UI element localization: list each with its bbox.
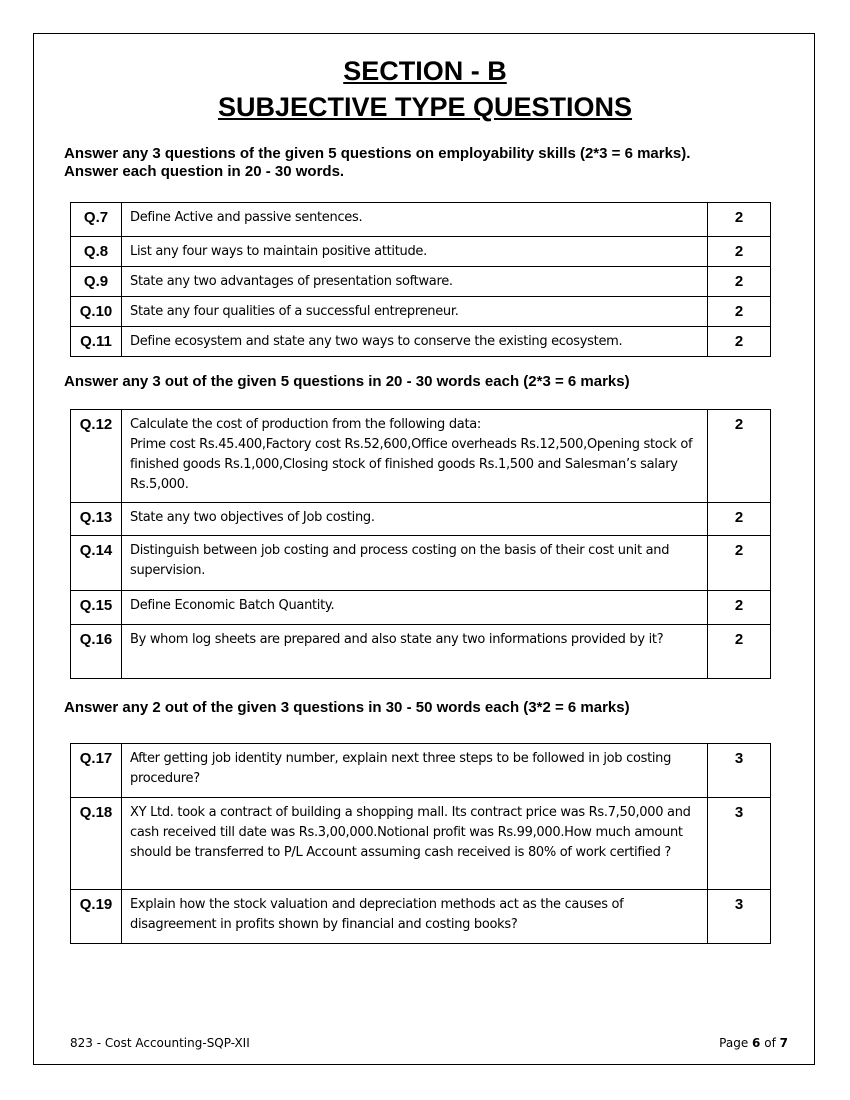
question-row	[71, 267, 771, 297]
question-marks: 2	[708, 267, 771, 297]
question-text: Distinguish between job costing and process costing on the basis of their cost unit and supervision.	[122, 536, 708, 591]
question-row	[71, 237, 771, 267]
question-number: Q.8	[71, 237, 122, 267]
question-text-data: Prime cost Rs.45.400,Factory cost Rs.52,600,Office overheads Rs.12,500,Opening stock of finished goods Rs.1,000,Closing stock of finished goods Rs.1,500 and Salesman’s salary Rs.5,000.	[130, 437, 693, 492]
question-text: Define Economic Batch Quantity.	[122, 591, 708, 625]
footer-page-number	[719, 1036, 788, 1050]
question-marks: 2	[708, 591, 771, 625]
question-row	[71, 410, 771, 503]
footer-document-code: 823 - Cost Accounting-SQP-XII	[70, 1036, 250, 1050]
group3-instruction: Answer any 2 out of the given 3 questions in 30 - 50 words each (3*2 = 6 marks)	[64, 699, 630, 716]
footer-page-label: Page	[719, 1036, 749, 1050]
question-row	[71, 591, 771, 625]
question-row	[71, 297, 771, 327]
question-marks: 2	[708, 503, 771, 536]
question-text: List any four ways to maintain positive attitude.	[122, 237, 708, 267]
group2-instruction: Answer any 3 out of the given 5 questions in 20 - 30 words each (2*3 = 6 marks)	[64, 373, 630, 390]
group1-instruction-line2: Answer each question in 20 - 30 words.	[64, 163, 345, 180]
group1-instruction-line1: Answer any 3 questions of the given 5 questions on employability skills (2*3 = 6 marks).	[64, 145, 691, 162]
question-row	[71, 798, 771, 890]
question-marks: 3	[708, 744, 771, 798]
question-row	[71, 203, 771, 237]
group2-question-table	[70, 409, 771, 679]
footer-page-total: 7	[779, 1036, 788, 1050]
question-number: Q.14	[71, 536, 122, 591]
question-number: Q.7	[71, 203, 122, 237]
footer-of-label: of	[764, 1036, 776, 1050]
question-number: Q.17	[71, 744, 122, 798]
question-row	[71, 890, 771, 944]
question-row	[71, 744, 771, 798]
section-title: SECTION - B	[343, 56, 507, 86]
question-text: Define ecosystem and state any two ways to conserve the existing ecosystem.	[122, 327, 708, 357]
question-marks: 2	[708, 536, 771, 591]
page-subtitle: SUBJECTIVE TYPE QUESTIONS	[217, 92, 633, 122]
question-text	[122, 410, 708, 503]
question-marks: 2	[708, 297, 771, 327]
question-number: Q.19	[71, 890, 122, 944]
question-marks: 3	[708, 798, 771, 890]
question-marks: 2	[708, 203, 771, 237]
group1-instruction	[64, 145, 804, 181]
question-number: Q.13	[71, 503, 122, 536]
footer-page-current: 6	[752, 1036, 761, 1050]
question-number: Q.18	[71, 798, 122, 890]
question-row	[71, 327, 771, 357]
question-text: Explain how the stock valuation and depreciation methods act as the causes of disagreement in profits shown by financial and costing books?	[122, 890, 708, 944]
question-row	[71, 503, 771, 536]
question-number: Q.16	[71, 625, 122, 679]
question-number: Q.12	[71, 410, 122, 503]
question-number: Q.9	[71, 267, 122, 297]
group1-question-table	[70, 202, 771, 357]
question-text: State any two objectives of Job costing.	[122, 503, 708, 536]
question-number: Q.11	[71, 327, 122, 357]
question-text: XY Ltd. took a contract of building a shopping mall. Its contract price was Rs.7,50,000 and cash received till date was Rs.3,00,000.Notional profit was Rs.99,000.How much amount should be transferred to P/L Account assuming cash received is 80% of work certified ?	[122, 798, 708, 890]
question-marks: 2	[708, 625, 771, 679]
question-text: Define Active and passive sentences.	[122, 203, 708, 237]
question-text: State any four qualities of a successful entrepreneur.	[122, 297, 708, 327]
group3-question-table	[70, 743, 771, 944]
question-marks: 2	[708, 327, 771, 357]
question-marks: 2	[708, 237, 771, 267]
question-text: By whom log sheets are prepared and also state any two informations provided by it?	[122, 625, 708, 679]
question-row	[71, 625, 771, 679]
question-marks: 2	[708, 410, 771, 503]
question-text: After getting job identity number, explain next three steps to be followed in job costing procedure?	[122, 744, 708, 798]
question-row	[71, 536, 771, 591]
question-text: State any two advantages of presentation software.	[122, 267, 708, 297]
question-text-line1: Calculate the cost of production from the following data:	[130, 417, 482, 432]
question-number: Q.15	[71, 591, 122, 625]
question-number: Q.10	[71, 297, 122, 327]
question-marks: 3	[708, 890, 771, 944]
